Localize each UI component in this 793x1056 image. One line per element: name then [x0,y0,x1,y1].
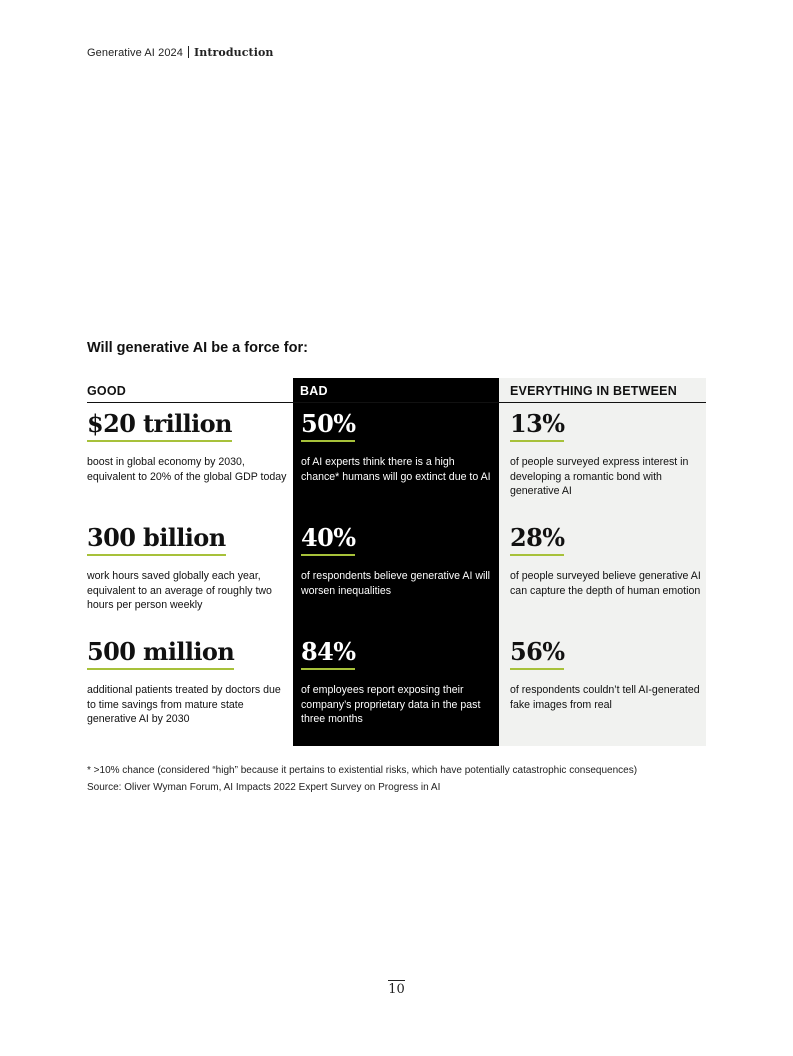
question-heading: Will generative AI be a force for: [87,340,308,356]
stat-block [301,524,493,598]
footnote-asterisk: * >10% chance (considered “high” because it pertains to existential risks, which have potentially catastrophic consequences) [87,765,638,776]
page-number-text: 10 [388,982,405,997]
section-name: Introduction [193,46,274,59]
comparison-table [87,378,706,746]
column-heading-bad: BAD [300,384,328,398]
page-number [0,980,793,997]
running-header [87,46,274,59]
stat-value: 50% [301,410,355,442]
source-line: Source: Oliver Wyman Forum, AI Impacts 2022 Expert Survey on Progress in AI [87,782,441,793]
stat-description: of respondents couldn’t tell AI-generated fake images from real [510,684,700,711]
stat-description: of respondents believe generative AI will worsen inequalities [301,570,491,597]
stat-block [510,524,702,598]
stat-value: 84% [301,638,355,670]
stat-value: 300 billion [87,524,226,556]
column-heading-in-between: EVERYTHING IN BETWEEN [510,384,677,398]
footnotes [87,762,637,796]
stat-block [510,638,702,712]
stat-block [510,410,702,499]
stat-block [87,410,287,484]
stat-description: work hours saved globally each year, equivalent to an average of roughly two hours per person weekly [87,570,272,612]
stat-value: 28% [510,524,564,556]
stat-value: $20 trillion [87,410,232,442]
stat-description: of people surveyed believe generative AI can capture the depth of human emotion [510,570,701,597]
column-good [87,378,293,746]
column-heading-good: GOOD [87,384,126,398]
stat-description: boost in global economy by 2030, equivalent to 20% of the global GDP today [87,456,287,483]
stat-value: 56% [510,638,564,670]
column-everything-in-between [499,378,706,746]
column-bad [293,378,499,746]
stat-description: of AI experts think there is a high chance* humans will go extinct due to AI [301,456,491,483]
stat-block [301,410,493,484]
stat-description: of people surveyed express interest in developing a romantic bond with generative AI [510,456,689,498]
header-rule [87,402,706,403]
stat-value: 13% [510,410,564,442]
stat-value: 40% [301,524,355,556]
stat-block [87,638,287,727]
stat-block [301,638,493,727]
document-title: Generative AI 2024 [87,47,183,59]
header-divider [188,46,189,58]
stat-description: of employees report exposing their company’s proprietary data in the past three months [301,684,481,726]
stat-value: 500 million [87,638,234,670]
stat-block [87,524,287,613]
stat-description: additional patients treated by doctors due to time savings from mature state generative AI by 2030 [87,684,281,726]
